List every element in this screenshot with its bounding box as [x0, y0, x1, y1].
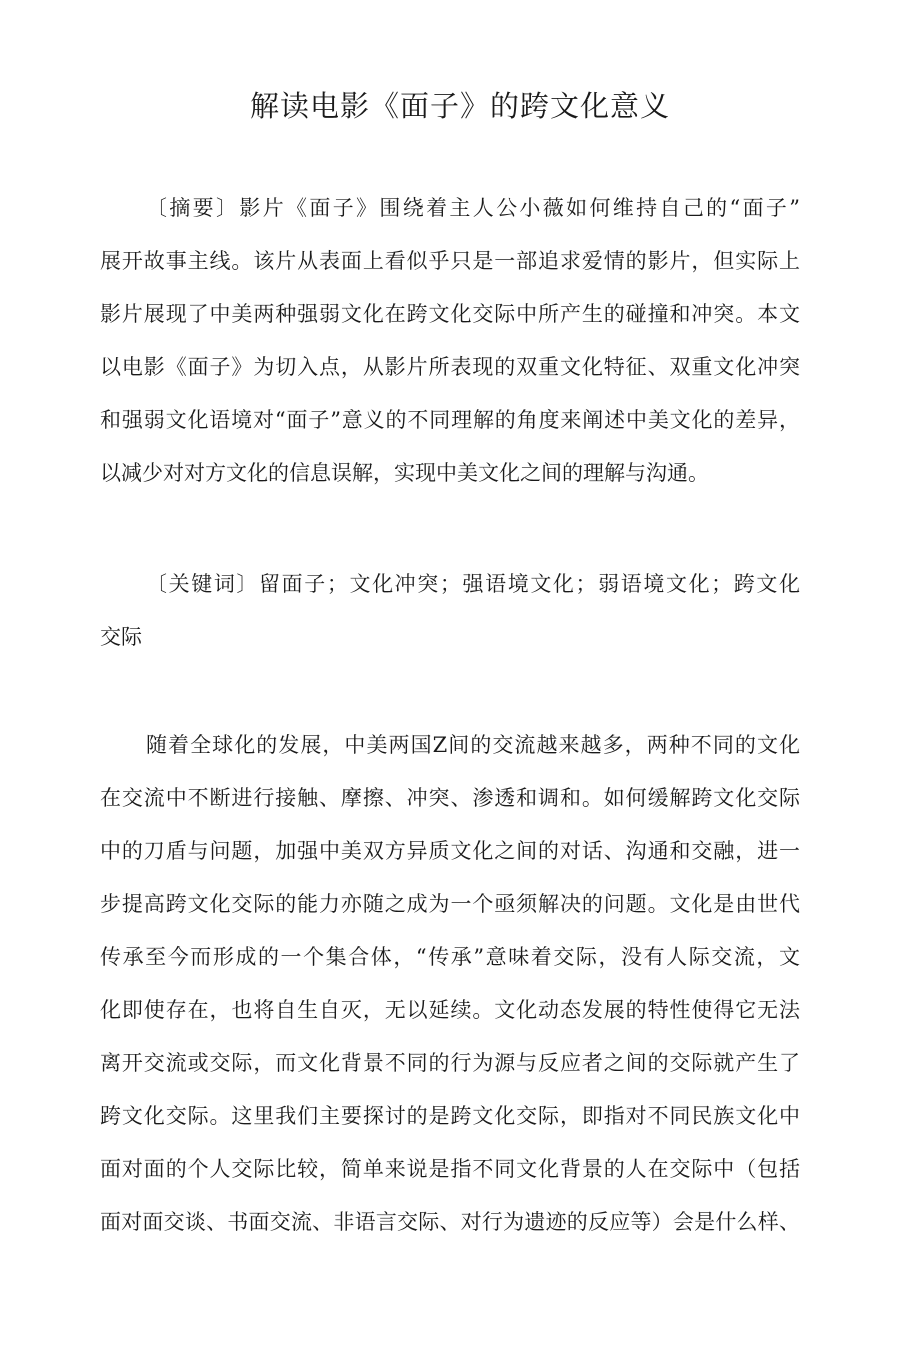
body-line: 传承至今而形成的一个集合体，“传承”意味着交际，没有人际交流，文 — [100, 945, 800, 969]
abstract-line: 〔摘要〕影片《面子》围绕着主人公小薇如何维持自己的“面子” — [146, 196, 800, 220]
body-line: 随着全球化的发展，中美两国Z间的交流越来越多，两种不同的文化 — [146, 733, 800, 757]
body-line: 步提高跨文化交际的能力亦随之成为一个亟须解决的问题。文化是由世代 — [100, 892, 800, 916]
keywords-paragraph — [100, 558, 800, 664]
body-line: 化即使存在，也将自生自灭，无以延续。文化动态发展的特性使得它无法 — [100, 998, 800, 1022]
keywords-line: 〔关键词〕留面子；文化冲突；强语境文化；弱语境文化；跨文化 — [146, 572, 800, 596]
body-paragraph — [100, 719, 800, 1249]
body-line: 面对面交谈、书面交流、非语言交际、对行为遗迹的反应等）会是什么样、 — [100, 1210, 800, 1234]
body-line: 在交流中不断进行接触、摩擦、冲突、渗透和调和。如何缓解跨文化交际 — [100, 786, 800, 810]
abstract-line: 影片展现了中美两种强弱文化在跨文化交际中所产生的碰撞和冲突。本文 — [100, 302, 800, 326]
body-line: 面对面的个人交际比较，简单来说是指不同文化背景的人在交际中（包括 — [100, 1157, 800, 1181]
abstract-paragraph — [100, 182, 800, 500]
abstract-line: 以电影《面子》为切入点，从影片所表现的双重文化特征、双重文化冲突 — [100, 355, 800, 379]
abstract-line: 和强弱文化语境对“面子”意义的不同理解的角度来阐述中美文化的差异， — [100, 408, 800, 432]
abstract-line: 展开故事主线。该片从表面上看似乎只是一部追求爱情的影片，但实际上 — [100, 249, 800, 273]
abstract-line: 以减少对对方文化的信息误解，实现中美文化之间的理解与沟通。 — [100, 461, 709, 485]
keywords-line: 交际 — [100, 625, 142, 649]
body-line: 跨文化交际。这里我们主要探讨的是跨文化交际，即指对不同民族文化中 — [100, 1104, 800, 1128]
body-line: 中的刀盾与问题，加强中美双方异质文化之间的对话、沟通和交融，进一 — [100, 839, 800, 863]
body-line: 离开交流或交际，而文化背景不同的行为源与反应者之间的交际就产生了 — [100, 1051, 800, 1075]
document-title: 解读电影《面子》的跨文化意义 — [249, 89, 670, 123]
